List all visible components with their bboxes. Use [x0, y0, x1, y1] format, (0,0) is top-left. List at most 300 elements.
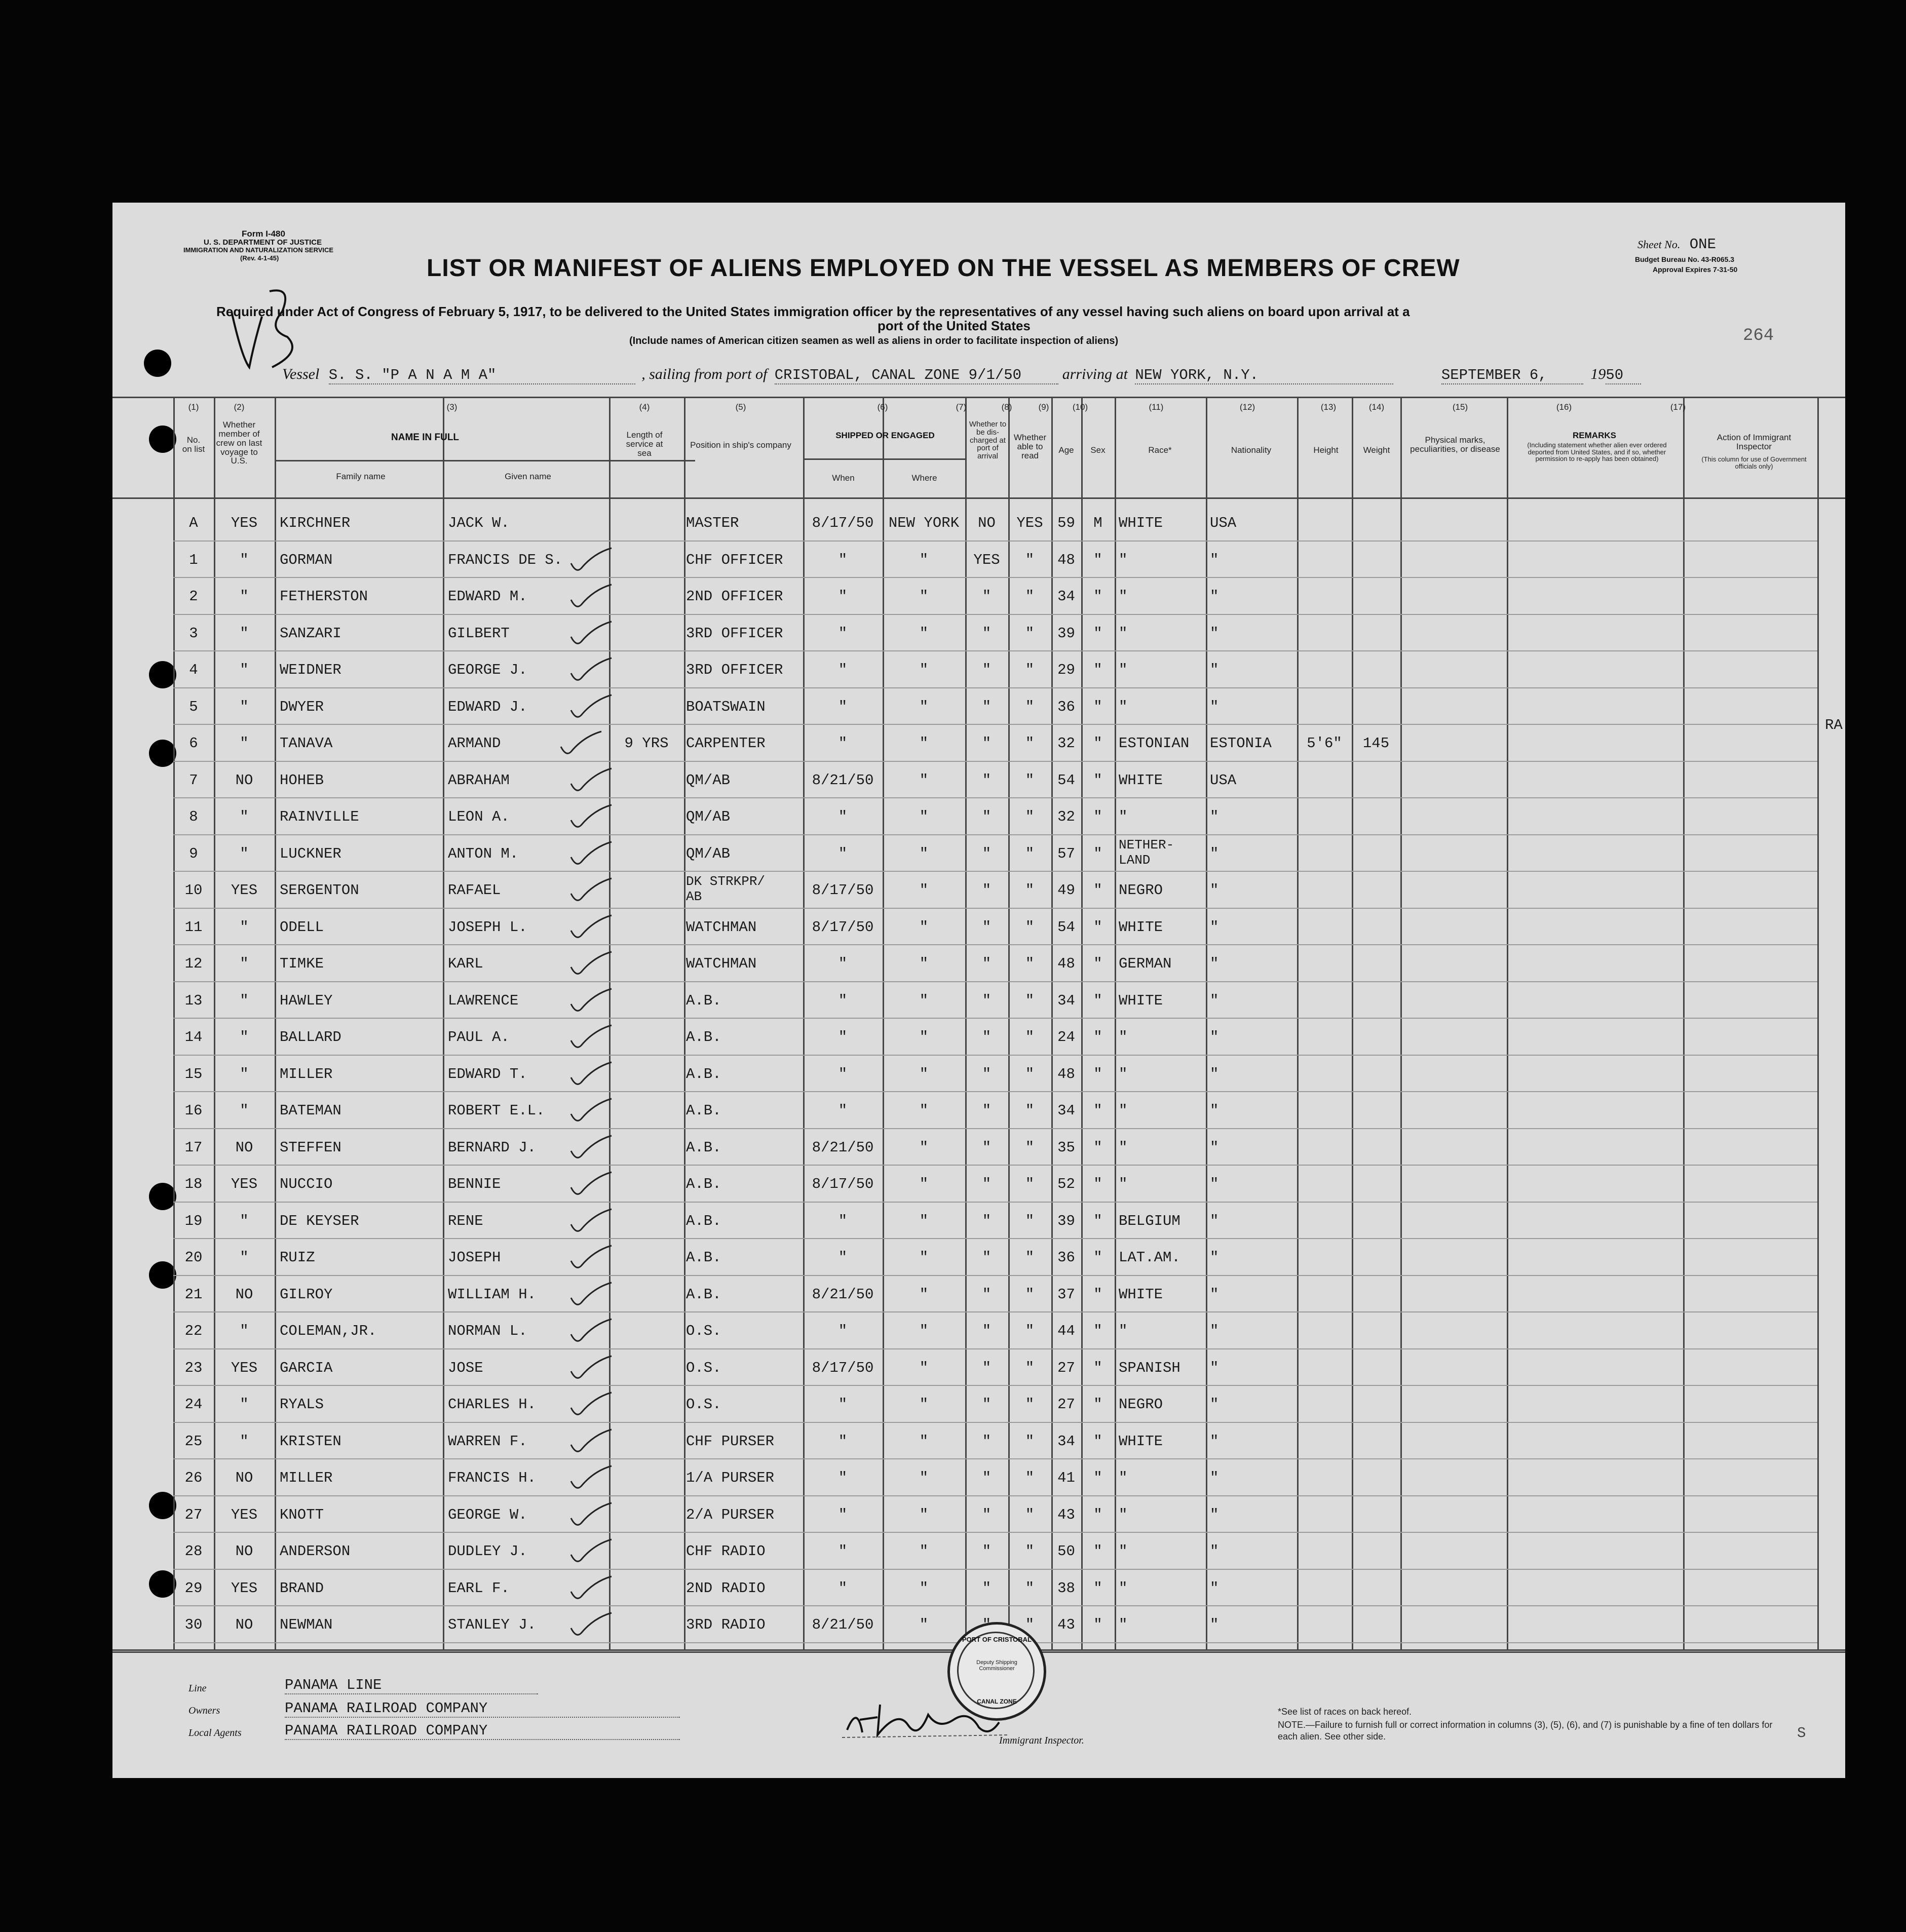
cell-nat: " — [1210, 845, 1219, 862]
cell-prev: " — [240, 1102, 249, 1119]
cell-position: 1/A PURSER — [686, 1470, 775, 1486]
cell-given: STANLEY J. — [448, 1616, 537, 1633]
cell-read: " — [1025, 551, 1035, 568]
fine-note: NOTE.—Failure to furnish full or correct information in columns (3), (5), (6), and (7) is punishable by a fine of ten dollars for each alien. See other side. — [1278, 1720, 1773, 1742]
table-row — [112, 1387, 1845, 1423]
cell-when: " — [838, 1102, 848, 1119]
cell-race: GERMAN — [1119, 955, 1172, 972]
cell-where: " — [919, 882, 929, 899]
check-mark-icon — [568, 949, 614, 980]
cell-read: " — [1025, 1579, 1035, 1597]
cell-where: " — [919, 1396, 929, 1413]
cell-where: " — [919, 588, 929, 605]
cell-family: DWYER — [280, 698, 324, 715]
cell-read: " — [1025, 955, 1035, 972]
table-row — [112, 1240, 1845, 1277]
cell-race: " — [1119, 1470, 1128, 1486]
cell-race: " — [1119, 1139, 1128, 1156]
cell-no: 20 — [184, 1249, 203, 1266]
cell-prev: YES — [231, 1359, 258, 1376]
table-row — [112, 1497, 1845, 1534]
header-bottom — [112, 497, 1845, 499]
cell-when: " — [838, 955, 848, 972]
cell-where: " — [919, 1359, 929, 1376]
cell-disch: " — [982, 918, 992, 936]
cell-age: 37 — [1057, 1286, 1075, 1303]
check-mark-icon — [568, 1500, 614, 1531]
check-mark-icon — [568, 1096, 614, 1127]
cell-disch: " — [982, 808, 992, 825]
cell-sex: " — [1093, 588, 1102, 605]
cell-no: 25 — [184, 1433, 203, 1450]
cell-age: 38 — [1057, 1579, 1075, 1597]
cell-no: 6 — [189, 735, 198, 752]
cell-nat: " — [1210, 1176, 1219, 1192]
cell-where: " — [919, 1102, 929, 1119]
cell-family: MILLER — [280, 1065, 333, 1083]
table-row — [112, 763, 1845, 799]
cell-sex: " — [1093, 1396, 1102, 1413]
header-physical: Physical marks, peculiarities, or disease — [1410, 435, 1500, 454]
cell-family: COLEMAN,JR. — [280, 1323, 377, 1339]
header-remarks: REMARKS — [1573, 431, 1616, 440]
cell-family: STEFFEN — [280, 1139, 341, 1156]
cell-given: WARREN F. — [448, 1433, 527, 1450]
cell-read: " — [1025, 1249, 1035, 1266]
cell-sex: " — [1093, 882, 1102, 899]
cell-no: A — [189, 515, 198, 531]
cell-position: O.S. — [686, 1359, 721, 1376]
cell-sex: " — [1093, 1102, 1102, 1119]
cell-nat: " — [1210, 1065, 1219, 1083]
table-row — [112, 652, 1845, 689]
cell-prev: " — [240, 992, 249, 1009]
cell-race: " — [1119, 662, 1128, 678]
cell-read: " — [1025, 735, 1035, 752]
cell-when: " — [838, 1065, 848, 1083]
cell-family: ANDERSON — [280, 1543, 351, 1560]
cell-family: FETHERSTON — [280, 588, 368, 605]
cell-when: " — [838, 808, 848, 825]
shipped-sub-line — [803, 458, 965, 460]
cell-race: WHITE — [1119, 771, 1163, 789]
cell-sex: " — [1093, 1543, 1102, 1560]
cell-age: 57 — [1057, 845, 1075, 862]
check-mark-icon — [568, 1574, 614, 1604]
line-label: Line — [188, 1683, 207, 1694]
check-mark-icon — [568, 1537, 614, 1567]
table-row — [112, 616, 1845, 652]
cell-sex: " — [1093, 625, 1102, 642]
cell-where: " — [919, 1212, 929, 1229]
cell-position: A.B. — [686, 1102, 721, 1119]
cell-nat: " — [1210, 662, 1219, 678]
cell-no: 14 — [184, 1029, 203, 1046]
cell-prev: " — [240, 551, 249, 568]
check-mark-icon — [558, 729, 604, 759]
cell-prev: YES — [231, 1579, 258, 1597]
cell-disch: " — [982, 588, 992, 605]
cell-when: " — [838, 1543, 848, 1560]
stamp-number: 264 — [1743, 326, 1774, 345]
cell-race: " — [1119, 1065, 1128, 1083]
cell-position: WATCHMAN — [686, 955, 757, 972]
cell-read: " — [1025, 808, 1035, 825]
cell-given: FRANCIS DE S. — [448, 551, 563, 568]
cell-when: 8/21/50 — [812, 1616, 874, 1633]
cell-nat: " — [1210, 918, 1219, 936]
cell-disch: " — [982, 1286, 992, 1303]
cell-position: QM/AB — [686, 845, 731, 862]
cell-nat: " — [1210, 1359, 1219, 1376]
cell-prev: " — [240, 662, 249, 678]
cell-prev: YES — [231, 1176, 258, 1192]
cell-prev: " — [240, 1212, 249, 1229]
cell-where: " — [919, 1470, 929, 1486]
cell-disch: " — [982, 1323, 992, 1339]
check-mark-icon — [568, 876, 614, 906]
cell-age: 35 — [1057, 1139, 1075, 1156]
cell-when: 8/17/50 — [812, 918, 874, 936]
cell-family: RAINVILLE — [280, 808, 359, 825]
cell-sex: " — [1093, 1323, 1102, 1339]
header-position: Position in ship's company — [690, 440, 791, 450]
cell-disch: " — [982, 1102, 992, 1119]
cell-position: MASTER — [686, 515, 739, 531]
check-mark-icon — [568, 1243, 614, 1273]
check-mark-icon — [568, 1280, 614, 1310]
cell-prev: NO — [235, 1470, 253, 1486]
header-remarks-sub: (Including statement whether alien ever ordered deported from United States, and if so, whether permission to re-apply has been obtained) — [1527, 441, 1667, 463]
cell-position: O.S. — [686, 1396, 721, 1413]
cell-nat: " — [1210, 1579, 1219, 1597]
cell-sex: " — [1093, 845, 1102, 862]
cell-no: 5 — [189, 698, 198, 715]
cell-disch: " — [982, 955, 992, 972]
cell-where: " — [919, 1433, 929, 1450]
cell-nat: " — [1210, 1396, 1219, 1413]
cell-read: " — [1025, 918, 1035, 936]
cell-position: 3RD OFFICER — [686, 625, 783, 642]
table-row — [112, 1534, 1845, 1570]
cell-prev: " — [240, 1396, 249, 1413]
cell-disch: NO — [978, 515, 996, 531]
check-mark-icon — [568, 1427, 614, 1457]
cell-prev: " — [240, 1249, 249, 1266]
cell-where: " — [919, 625, 929, 642]
cell-race: " — [1119, 1323, 1128, 1339]
cell-race: NEGRO — [1119, 882, 1163, 899]
cell-read: " — [1025, 662, 1035, 678]
cell-read: " — [1025, 882, 1035, 899]
header-weight: Weight — [1363, 445, 1390, 455]
check-mark-icon — [568, 582, 614, 612]
cell-no: 10 — [184, 882, 203, 899]
cell-age: 43 — [1057, 1506, 1075, 1523]
cell-when: " — [838, 662, 848, 678]
check-mark-icon — [568, 619, 614, 649]
cell-no: 27 — [184, 1506, 203, 1523]
stamp-bottom: CANAL ZONE — [977, 1698, 1017, 1705]
service: IMMIGRATION AND NATURALIZATION SERVICE — [183, 246, 334, 254]
table-row — [112, 1424, 1845, 1460]
cell-when: " — [838, 1470, 848, 1486]
cell-disch: " — [982, 625, 992, 642]
cell-prev: YES — [231, 1506, 258, 1523]
cell-no: 9 — [189, 845, 198, 862]
cell-family: SERGENTON — [280, 882, 359, 899]
cell-position: CHF PURSER — [686, 1433, 775, 1450]
cell-when: " — [838, 698, 848, 715]
header-given-name: Given name — [505, 472, 551, 481]
cell-sex: " — [1093, 735, 1102, 752]
cell-given: EDWARD J. — [448, 698, 527, 715]
cell-disch: " — [982, 1139, 992, 1156]
cell-position: A.B. — [686, 1176, 721, 1192]
punch-hole — [149, 426, 176, 453]
cell-read: " — [1025, 1470, 1035, 1486]
cell-nat: " — [1210, 808, 1219, 825]
cell-prev: " — [240, 955, 249, 972]
cell-no: 16 — [184, 1102, 203, 1119]
cell-age: 50 — [1057, 1543, 1075, 1560]
cell-given: PAUL A. — [448, 1029, 510, 1046]
cell-where: NEW YORK — [888, 515, 960, 531]
table-row — [112, 910, 1845, 946]
cell-disch: " — [982, 882, 992, 899]
cell-read: " — [1025, 1396, 1035, 1413]
cell-race: " — [1119, 1506, 1128, 1523]
cell-nat: " — [1210, 551, 1219, 568]
cell-age: 36 — [1057, 698, 1075, 715]
cell-disch: " — [982, 771, 992, 789]
cell-when: " — [838, 1433, 848, 1450]
cell-family: KRISTEN — [280, 1433, 341, 1450]
include-note: (Include names of American citizen seamen as well as aliens in order to facilitate inspection of aliens) — [629, 335, 1119, 346]
cell-given: JACK W. — [448, 515, 510, 531]
cell-family: NEWMAN — [280, 1616, 333, 1633]
department: U. S. DEPARTMENT OF JUSTICE — [204, 238, 322, 247]
cell-no: 7 — [189, 771, 198, 789]
cell-given: ROBERT E.L. — [448, 1102, 545, 1119]
cell-disch: YES — [973, 551, 1000, 568]
table-row — [112, 1020, 1845, 1056]
cell-read: " — [1025, 1433, 1035, 1450]
cell-where: " — [919, 1029, 929, 1046]
table-row — [112, 1204, 1845, 1240]
header-action: Action of Immigrant Inspector — [1717, 433, 1791, 451]
cell-where: " — [919, 1139, 929, 1156]
cell-given: EARL F. — [448, 1579, 510, 1597]
stamp-inner: Deputy Shipping Commissioner — [976, 1659, 1017, 1672]
cell-read: " — [1025, 845, 1035, 862]
cell-family: TIMKE — [280, 955, 324, 972]
table-row — [112, 726, 1845, 762]
arrival-year: 50 — [1606, 367, 1641, 384]
cell-prev: " — [240, 808, 249, 825]
cell-race: WHITE — [1119, 992, 1163, 1009]
inspector-label: Immigrant Inspector. — [999, 1735, 1084, 1746]
cell-prev: " — [240, 918, 249, 936]
cell-read: " — [1025, 1359, 1035, 1376]
check-mark-icon — [568, 1170, 614, 1200]
check-mark-icon — [568, 1060, 614, 1090]
cell-race: WHITE — [1119, 1433, 1163, 1450]
check-mark-icon — [568, 546, 614, 576]
cell-family: TANAVA — [280, 735, 333, 752]
cell-nat: " — [1210, 1433, 1219, 1450]
cell-given: JOSEPH — [448, 1249, 501, 1266]
cell-no: 15 — [184, 1065, 203, 1083]
cell-no: 30 — [184, 1616, 203, 1633]
cell-when: " — [838, 1396, 848, 1413]
cell-age: 34 — [1057, 588, 1075, 605]
table-row — [112, 1350, 1845, 1387]
cell-when: 8/17/50 — [812, 1176, 874, 1192]
cell-position: QM/AB — [686, 808, 731, 825]
budget-bureau: Budget Bureau No. 43-R065.3 — [1635, 255, 1735, 263]
cell-where: " — [919, 1249, 929, 1266]
check-mark-icon — [568, 1390, 614, 1420]
vessel-name: S. S. "P A N A M A" — [329, 367, 635, 384]
cell-sex: " — [1093, 918, 1102, 936]
header-sex: Sex — [1090, 445, 1106, 455]
cell-age: 27 — [1057, 1396, 1075, 1413]
cell-prev: NO — [235, 1543, 253, 1560]
cell-disch: " — [982, 1029, 992, 1046]
cell-prev: NO — [235, 1139, 253, 1156]
cell-where: " — [919, 955, 929, 972]
cell-given: RENE — [448, 1212, 483, 1229]
cell-age: 32 — [1057, 808, 1075, 825]
corner-mark: S — [1797, 1725, 1806, 1742]
cell-position: A.B. — [686, 1139, 721, 1156]
header-crew-last-voyage: Whether member of crew on last voyage to U.S. — [216, 420, 262, 466]
check-mark-icon — [568, 692, 614, 723]
cell-prev: NO — [235, 1286, 253, 1303]
cell-age: 59 — [1057, 515, 1075, 531]
cell-when: 8/17/50 — [812, 1359, 874, 1376]
punch-hole — [144, 350, 171, 377]
check-mark-icon — [568, 802, 614, 833]
cell-family: RUIZ — [280, 1249, 315, 1266]
cell-given: WILLIAM H. — [448, 1286, 537, 1303]
header-read: Whether able to read — [1013, 433, 1047, 460]
cell-height: 5'6" — [1307, 735, 1342, 752]
cell-position: A.B. — [686, 1065, 721, 1083]
cell-no: 24 — [184, 1396, 203, 1413]
cell-position: CHF OFFICER — [686, 551, 783, 568]
cell-family: HOHEB — [280, 771, 324, 789]
cell-read: " — [1025, 771, 1035, 789]
cell-race: LAT.AM. — [1119, 1249, 1180, 1266]
cell-disch: " — [982, 698, 992, 715]
cell-nat: " — [1210, 1470, 1219, 1486]
cell-prev: " — [240, 588, 249, 605]
cell-given: GILBERT — [448, 625, 510, 642]
cell-position: 2/A PURSER — [686, 1506, 775, 1523]
cell-no: 22 — [184, 1323, 203, 1339]
cell-race: BELGIUM — [1119, 1212, 1180, 1229]
header-action-sub: (This column for use of Government officials only) — [1701, 455, 1807, 470]
cell-given: ANTON M. — [448, 845, 519, 862]
cell-given: JOSEPH L. — [448, 918, 527, 936]
cell-given: BERNARD J. — [448, 1139, 537, 1156]
agents-value: PANAMA RAILROAD COMPANY — [285, 1722, 680, 1740]
table-row — [112, 1460, 1845, 1497]
cell-where: " — [919, 1543, 929, 1560]
cell-age: 29 — [1057, 662, 1075, 678]
cell-sex: " — [1093, 1579, 1102, 1597]
cell-sex: " — [1093, 1249, 1102, 1266]
check-mark-icon — [568, 1023, 614, 1053]
cell-where: " — [919, 808, 929, 825]
cell-sex: " — [1093, 551, 1102, 568]
check-mark-icon — [568, 913, 614, 943]
cell-sex: " — [1093, 771, 1102, 789]
sheet-number: Sheet No. ONE — [1637, 236, 1716, 253]
vessel-line: Vessel S. S. "P A N A M A" , sailing from port of CRISTOBAL, CANAL ZONE 9/1/50 arriving at NEW YORK, N.Y. SEPTEMBER 6, 1950 — [282, 366, 1802, 386]
cell-race: " — [1119, 588, 1128, 605]
cell-service: 9 YRS — [624, 735, 669, 752]
cell-when: " — [838, 1212, 848, 1229]
cell-family: WEIDNER — [280, 662, 341, 678]
check-mark-icon — [568, 1133, 614, 1164]
cell-position: A.B. — [686, 992, 721, 1009]
stamp-text: PORT OF CRISTOBAL — [962, 1636, 1032, 1643]
cell-disch: " — [982, 1065, 992, 1083]
cell-position: CHF RADIO — [686, 1543, 766, 1560]
cell-given: ARMAND — [448, 735, 501, 752]
arrival-date: SEPTEMBER 6, — [1441, 367, 1583, 384]
cell-family: MILLER — [280, 1470, 333, 1486]
cell-no: 28 — [184, 1543, 203, 1560]
header-when: When — [832, 473, 855, 483]
cell-no: 19 — [184, 1212, 203, 1229]
cell-disch: " — [982, 1212, 992, 1229]
cell-nat: " — [1210, 588, 1219, 605]
cell-nat: " — [1210, 1543, 1219, 1560]
cell-given: FRANCIS H. — [448, 1470, 537, 1486]
cell-prev: " — [240, 1065, 249, 1083]
cell-age: 48 — [1057, 551, 1075, 568]
cell-where: " — [919, 1579, 929, 1597]
cell-read: " — [1025, 1102, 1035, 1119]
check-mark-icon — [568, 1354, 614, 1384]
cell-age: 48 — [1057, 955, 1075, 972]
cell-read: " — [1025, 588, 1035, 605]
cell-race: WHITE — [1119, 1286, 1163, 1303]
cell-disch: " — [982, 1359, 992, 1376]
cell-no: 18 — [184, 1176, 203, 1192]
manifest-sheet: Form I-480 U. S. DEPARTMENT OF JUSTICE IMMIGRATION AND NATURALIZATION SERVICE (Rev. 4-1-45) LIST OR MANIFEST OF ALIENS EMPLOYED ON THE VESSEL AS MEMBERS OF CREW Sheet No. ONE Budget Bureau No. 43-R065.3 Approval Expires 7-31-50 264 Required under Act of Congress of February 5, 1917, to be delivered to the United States immigration officer by the representatives of any vessel having such aliens on board upon arrival at a port of the United States (Include names of American citizen seamen as well as aliens in order to facilitate inspection of aliens) Vessel S. S. "P A N A M A" , sailing from port of CRISTOBAL, CANAL ZONE 9/1/50 arriving at NEW YORK, N.Y. SEPTEMBER 6, 1950 (1) (2) (3) (4) (5) (6) (7) (8) (9) (10) (11) (12) (13) (14) (15) (16) (17) No. on list Whether member of crew on last voyage to U.S. NAME IN FULL Family name Given name Length of service at sea Position in ship's company SHIPPED OR ENGAGED When Where Whether to be dis-charged at port of arrival Whether able to read Age Sex Race* Nationality Height Weight Physical marks, peculiarities, or disease REMARKS (Including statement whether alien ever ordered deported from United States, and if so, whether permission to re-apply has been obtained) Action of Immigrant Inspector (This column for use of Government officials only) A YES KIRCHNER JACK W. MASTER 8/17/50 NEW YORK NO YES 59 M WHITE USA 1 " GORMAN FRANCIS DE S. CHF OFFICER " " YES " 48 " " " 2 " FETHERSTON EDWARD M. 2ND OFFICER " " " " 34 " " " 3 " SANZARI GILBERT 3RD OFFICER " " " " 39 " " " 4 " WEIDNER GEORGE J. 3RD OFFICER " " " " 29 " " " 5 " DWYER EDWARD J. BOATSWAIN " " " " 36 " " " 6 " TANAVA ARMAND 9 YRS CARPENTER " " " " 32 " ESTONIAN ESTONIA 5'6" 145 7 NO HOHEB ABRAHAM QM/AB 8/21/50 " " " 54 " WHITE USA 8 " RAINVILLE LEON A. QM/AB " " " " 32 " " " 9 " LUCKNER ANTON M. QM/AB " " " " 57 " NETHER- LAND " 10 YES SERGENTON RAFAEL DK STRKPR/ AB 8/17/50 " " " 49 " NEGRO " 11 " ODELL JOSEPH L. WATCHMAN 8/17/50 " " " 54 " WHITE " 12 " TIMKE KARL WATCHMAN " " " " 48 " GERMAN " 13 " HAWLEY LAWRENCE A.B. " " " " 34 " WHITE " 14 " BALLARD PAUL A. A.B. " " " " 24 " " " 15 " MILLER EDWARD T. A.B. " " " " 48 " " " 16 " BATEMAN ROBERT E.L. A.B. " " " " 34 " " " 17 NO STEFFEN BERNARD J. A.B. 8/21/50 " " " 35 " " " 18 YES NUCCIO BENNIE A.B. 8/17/50 " " " 52 " " " 19 " DE KEYSER RENE A.B. " " " " 39 " BELGIUM " 20 " RUIZ JOSEPH A.B. " " " " 36 " LAT.AM. " 21 NO GILROY WILLIAM H. A.B. 8/21/50 " " " 37 " WHITE " 22 " COLEMAN,JR. NORMAN L. O.S. " " " " 44 " " " 23 YES GARCIA JOSE O.S. 8/17/50 " " " 27 " SPANISH " 24 " RYALS CHARLES H. O.S. " " " " 27 " NEGRO " 25 " KRISTEN WARREN F. CHF PURSER " " " " 34 " WHITE " 26 NO MILLER FRANCIS H. 1/A PURSER " " " " 41 " " " 27 YES KNOTT GEORGE W. 2/A PURSER " " " " 43 " " " 28 NO ANDERSON DUDLEY J. CHF RADIO " " " " 50 " " " 29 YES BRAND EARL F. 2ND RADIO " " " " 38 " " " 30 NO NEWMAN STANLEY J. 3RD RADIO 8/21/50 " " 43 " " " RA Line PANAMA LINE Owners PANAMA RAILROAD COMPANY Local Agents PANAMA RAILROAD COMPANY Immigrant Inspector. PORT OF CRISTOBAL Deputy Shipping Commissioner CANAL ZONE *See list of races on back hereof. NOTE.—Failure to furnish full or correct information in columns (3), (5), (6), and (7) is punishable by a fine of ten dollars for each alien. See other side. S — [112, 203, 1845, 1778]
cell-family: RYALS — [280, 1396, 324, 1413]
to-port: NEW YORK, N.Y. — [1135, 367, 1393, 384]
cell-prev: NO — [235, 1616, 253, 1633]
cell-given: GEORGE W. — [448, 1506, 527, 1523]
cell-race: " — [1119, 698, 1128, 715]
cell-race: WHITE — [1119, 918, 1163, 936]
cell-where: " — [919, 735, 929, 752]
cell-sex: " — [1093, 955, 1102, 972]
check-mark-icon — [568, 1317, 614, 1347]
cell-family: KIRCHNER — [280, 515, 351, 531]
check-mark-icon — [568, 839, 614, 870]
cell-race: NEGRO — [1119, 1396, 1163, 1413]
cell-family: BATEMAN — [280, 1102, 341, 1119]
header-family-name: Family name — [336, 472, 386, 481]
cell-sex: " — [1093, 992, 1102, 1009]
